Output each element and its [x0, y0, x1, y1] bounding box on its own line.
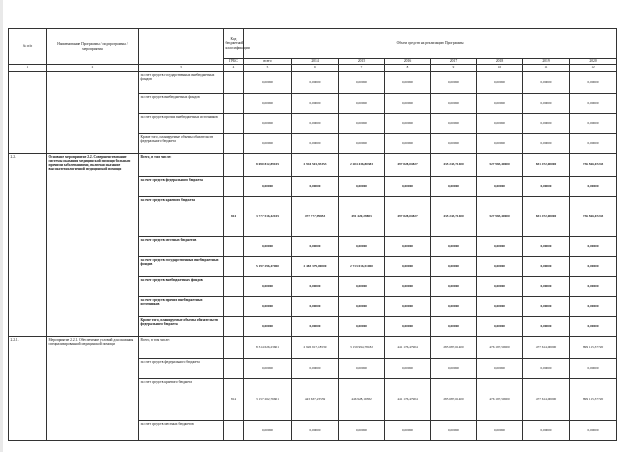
amount-year: 0,00000	[431, 177, 477, 197]
amount-year: 0,00000	[385, 177, 431, 197]
amount-year: 831 472,00000	[523, 197, 570, 237]
funding-source: за счет средств краевого бюджета	[139, 379, 224, 421]
grbs-code	[224, 359, 244, 379]
amount-year: 0,00000	[339, 114, 385, 134]
funding-source: за счет средств местных бюджетов	[139, 421, 224, 441]
amount-year: 0,00000	[292, 421, 339, 441]
amount-year: 285 687,61400	[431, 379, 477, 421]
grbs-code	[224, 257, 244, 277]
amount-year: 0,00000	[339, 297, 385, 317]
table-row	[9, 72, 617, 94]
header-source	[139, 29, 224, 65]
amount-year: 0,00000	[292, 359, 339, 379]
amount-year: 0,00000	[523, 94, 570, 114]
amount-year: 0,00000	[292, 237, 339, 257]
amount-year: 0,00000	[570, 94, 617, 114]
amount-year: 2 204 436,80383	[339, 154, 385, 177]
funding-source: за счет средств внебюджетных фондов	[139, 277, 224, 297]
amount-year: 285 687,61400	[431, 337, 477, 359]
funding-source: Всего, в том числе:	[139, 337, 224, 359]
amount-year: 0,00000	[339, 177, 385, 197]
amount-total: 0,00000	[244, 72, 292, 94]
scan-edge	[0, 0, 3, 452]
grbs-code: 814	[224, 197, 244, 237]
amount-year: 0,00000	[570, 297, 617, 317]
amount-year: 0,00000	[385, 317, 431, 337]
amount-year: 0,00000	[477, 359, 523, 379]
amount-year: 0,00000	[431, 134, 477, 154]
amount-total: 0,00000	[244, 297, 292, 317]
amount-year: 0,00000	[477, 114, 523, 134]
amount-year: 0,00000	[339, 317, 385, 337]
measure-name: Мероприятие 2.2.1. Обеспечение условий для оказания специализированной медицинской помощи	[47, 337, 139, 441]
column-index: 8	[385, 65, 431, 72]
amount-year: 0,00000	[292, 72, 339, 94]
amount-year: 0,00000	[431, 72, 477, 94]
amount-year: 0,00000	[292, 134, 339, 154]
column-index: 11	[523, 65, 570, 72]
amount-year: 0,00000	[570, 134, 617, 154]
amount-year: 0,00000	[292, 317, 339, 337]
amount-year: 477 614,00000	[523, 379, 570, 421]
amount-year: 0,00000	[385, 421, 431, 441]
amount-year: 0,00000	[570, 359, 617, 379]
amount-year: 0,00000	[385, 94, 431, 114]
amount-year: 0,00000	[523, 257, 570, 277]
header-year: 2014	[292, 59, 339, 65]
amount-year: 0,00000	[523, 114, 570, 134]
header-grbs: ГРБС	[224, 59, 244, 65]
table-row	[9, 337, 617, 359]
amount-year: 0,00000	[339, 72, 385, 94]
funding-source: Кроме того, планируемые объемы обязательств федерального бюджета	[139, 134, 224, 154]
header-code: Код бюджетной классификации	[224, 29, 244, 59]
grbs-code	[224, 72, 244, 94]
funding-source: за счет средств местных бюджетов	[139, 237, 224, 257]
amount-year: 0,00000	[477, 72, 523, 94]
header-year: 2016	[385, 59, 431, 65]
amount-year: 2 713 016,51000	[339, 257, 385, 277]
amount-year: 527 983,40000	[477, 197, 523, 237]
amount-total: 0,00000	[244, 114, 292, 134]
amount-year: 0,00000	[570, 257, 617, 277]
column-index: 2	[47, 65, 139, 72]
amount-year: 477 614,00000	[523, 337, 570, 359]
grbs-code	[224, 297, 244, 317]
amount-year: 0,00000	[523, 237, 570, 257]
amount-year: 0,00000	[339, 359, 385, 379]
header-year: 2015	[339, 59, 385, 65]
amount-year: 736 566,67243	[570, 154, 617, 177]
amount-year: 0,00000	[385, 277, 431, 297]
column-index: 3	[139, 65, 224, 72]
column-index: 9	[431, 65, 477, 72]
column-index: 5	[244, 65, 292, 72]
amount-year: 0,00000	[477, 297, 523, 317]
amount-year: 0,00000	[431, 237, 477, 257]
amount-year: 899 115,37720	[570, 337, 617, 359]
amount-year: 0,00000	[477, 257, 523, 277]
amount-year: 0,00000	[431, 114, 477, 134]
grbs-code	[224, 94, 244, 114]
amount-year: 0,00000	[385, 257, 431, 277]
funding-source: за счет средств федерального бюджета	[139, 177, 224, 197]
row-number	[9, 72, 47, 154]
row-number: 2.2.1.	[9, 337, 47, 441]
amount-year: 491 420,29883	[339, 197, 385, 237]
column-index: 1	[9, 65, 47, 72]
header-num: № п/п	[9, 29, 47, 65]
funding-source: за счет средств краевого бюджета	[139, 197, 224, 237]
program-funding-table	[8, 28, 617, 441]
funding-source: за счет средств прочих внебюджетных источников	[139, 297, 224, 317]
amount-year: 0,00000	[385, 359, 431, 379]
amount-year: 831 472,00000	[523, 154, 570, 177]
measure-name: Основное мероприятие 2.2. Совершенствование системы оказания медицинской помощи больным прочими заболеваниями, включая оказание высокотехнологичной медицинской помощи	[47, 154, 139, 337]
amount-year: 0,00000	[477, 421, 523, 441]
funding-source: за счет средств прочих внебюджетных источников	[139, 114, 224, 134]
amount-year: 0,00000	[477, 134, 523, 154]
amount-year: 0,00000	[570, 317, 617, 337]
amount-year: 0,00000	[431, 94, 477, 114]
amount-year: 0,00000	[339, 421, 385, 441]
column-index-row	[9, 65, 617, 72]
grbs-code	[224, 134, 244, 154]
funding-source: Всего, в том числе:	[139, 154, 224, 177]
amount-year: 0,00000	[431, 359, 477, 379]
grbs-code: 814	[224, 379, 244, 421]
amount-year: 2 944 501,93353	[292, 154, 339, 177]
funding-source: за счет средств федерального бюджета	[139, 359, 224, 379]
grbs-code	[224, 154, 244, 177]
amount-year: 0,00000	[570, 177, 617, 197]
amount-year: 0,00000	[523, 277, 570, 297]
amount-year: 0,00000	[385, 297, 431, 317]
amount-year: 0,00000	[431, 297, 477, 317]
funding-source: за счет средств внебюджетных фондов	[139, 94, 224, 114]
amount-year: 0,00000	[339, 237, 385, 257]
header-row	[9, 29, 617, 59]
amount-year: 527 983,40000	[477, 154, 523, 177]
amount-year: 0,00000	[292, 114, 339, 134]
amount-year: 441 176,47904	[385, 379, 431, 421]
header-total: всего	[244, 59, 292, 65]
amount-year: 0,00000	[523, 359, 570, 379]
amount-year: 0,00000	[292, 297, 339, 317]
amount-year: 0,00000	[431, 317, 477, 337]
amount-year: 0,00000	[570, 114, 617, 134]
column-index: 7	[339, 65, 385, 72]
amount-total: 8 314 626,23601	[244, 337, 292, 359]
amount-year: 2 483 379,00000	[292, 257, 339, 277]
amount-year: 0,00000	[292, 94, 339, 114]
amount-year: 0,00000	[431, 257, 477, 277]
grbs-code	[224, 421, 244, 441]
amount-year: 0,00000	[385, 114, 431, 134]
amount-year: 0,00000	[339, 134, 385, 154]
amount-total: 3 157 262,76601	[244, 379, 292, 421]
amount-year: 899 115,37720	[570, 379, 617, 421]
grbs-code	[224, 177, 244, 197]
amount-year: 443 637,23539	[292, 379, 339, 421]
amount-year: 0,00000	[523, 177, 570, 197]
amount-year: 0,00000	[385, 237, 431, 257]
column-index: 6	[292, 65, 339, 72]
row-number: 2.2.	[9, 154, 47, 337]
amount-year: 0,00000	[570, 421, 617, 441]
amount-year: 0,00000	[570, 72, 617, 94]
header-year: 2020	[570, 59, 617, 65]
amount-year: 0,00000	[292, 177, 339, 197]
header-year: 2019	[523, 59, 570, 65]
amount-year: 441 176,47904	[385, 337, 431, 359]
grbs-code	[224, 277, 244, 297]
amount-year: 0,00000	[477, 177, 523, 197]
header-year: 2017	[431, 59, 477, 65]
grbs-code	[224, 337, 244, 359]
amount-year: 446 928,19382	[339, 379, 385, 421]
amount-year: 0,00000	[431, 277, 477, 297]
amount-year: 435 243,71400	[431, 154, 477, 177]
amount-year: 2 926 917,18539	[292, 337, 339, 359]
amount-year: 0,00000	[523, 134, 570, 154]
amount-year: 736 566,67243	[570, 197, 617, 237]
amount-year: 0,00000	[431, 421, 477, 441]
amount-year: 477 ???,99853	[292, 197, 339, 237]
amount-year: 0,00000	[523, 317, 570, 337]
amount-total: 0,00000	[244, 134, 292, 154]
amount-year: 476 197,50000	[477, 379, 523, 421]
amount-year: 0,00000	[477, 237, 523, 257]
table-row	[9, 154, 617, 177]
amount-year: 497 828,04827	[385, 154, 431, 177]
amount-total: 0,00000	[244, 177, 292, 197]
amount-total: 0,00000	[244, 359, 292, 379]
amount-total: 0,00000	[244, 94, 292, 114]
amount-total: 5 197 296,47000	[244, 257, 292, 277]
measure-name	[47, 72, 139, 154]
amount-year: 0,00000	[339, 277, 385, 297]
amount-year: 0,00000	[477, 94, 523, 114]
column-index: 12	[570, 65, 617, 72]
amount-year: 0,00000	[292, 277, 339, 297]
column-index: 4	[224, 65, 244, 72]
amount-year: 0,00000	[477, 277, 523, 297]
grbs-code	[224, 114, 244, 134]
column-index: 10	[477, 65, 523, 72]
funding-source: за счет средств государственных внебюджетных фондов	[139, 257, 224, 277]
header-volume: Объем средств на реализацию Программы	[244, 29, 617, 59]
amount-year: 3 159 994,78182	[339, 337, 385, 359]
amount-year: 497 828,04827	[385, 197, 431, 237]
amount-total: 0,00000	[244, 317, 292, 337]
grbs-code	[224, 237, 244, 257]
amount-year: 0,00000	[523, 72, 570, 94]
funding-source: Кроме того, планируемые объемы обязательств федерального бюджета	[139, 317, 224, 337]
header-name: Наименование Программы / подпрограммы / мероприятия	[47, 29, 139, 65]
header-year: 2018	[477, 59, 523, 65]
amount-year: 0,00000	[570, 277, 617, 297]
amount-total: 3 ??? 516,42105	[244, 197, 292, 237]
amount-year: 0,00000	[570, 237, 617, 257]
amount-year: 0,00000	[385, 134, 431, 154]
funding-source: за счет средств государственных внебюджетных фондов	[139, 72, 224, 94]
amount-year: 435 243,71400	[431, 197, 477, 237]
amount-total: 0,00000	[244, 421, 292, 441]
amount-year: 0,00000	[339, 94, 385, 114]
amount-year: 0,00000	[523, 297, 570, 317]
amount-total: 8 690 812,89105	[244, 154, 292, 177]
grbs-code	[224, 317, 244, 337]
amount-year: 476 197,50000	[477, 337, 523, 359]
amount-year: 0,00000	[477, 317, 523, 337]
amount-total: 0,00000	[244, 277, 292, 297]
amount-total: 0,00000	[244, 237, 292, 257]
amount-year: 0,00000	[523, 421, 570, 441]
amount-year: 0,00000	[385, 72, 431, 94]
